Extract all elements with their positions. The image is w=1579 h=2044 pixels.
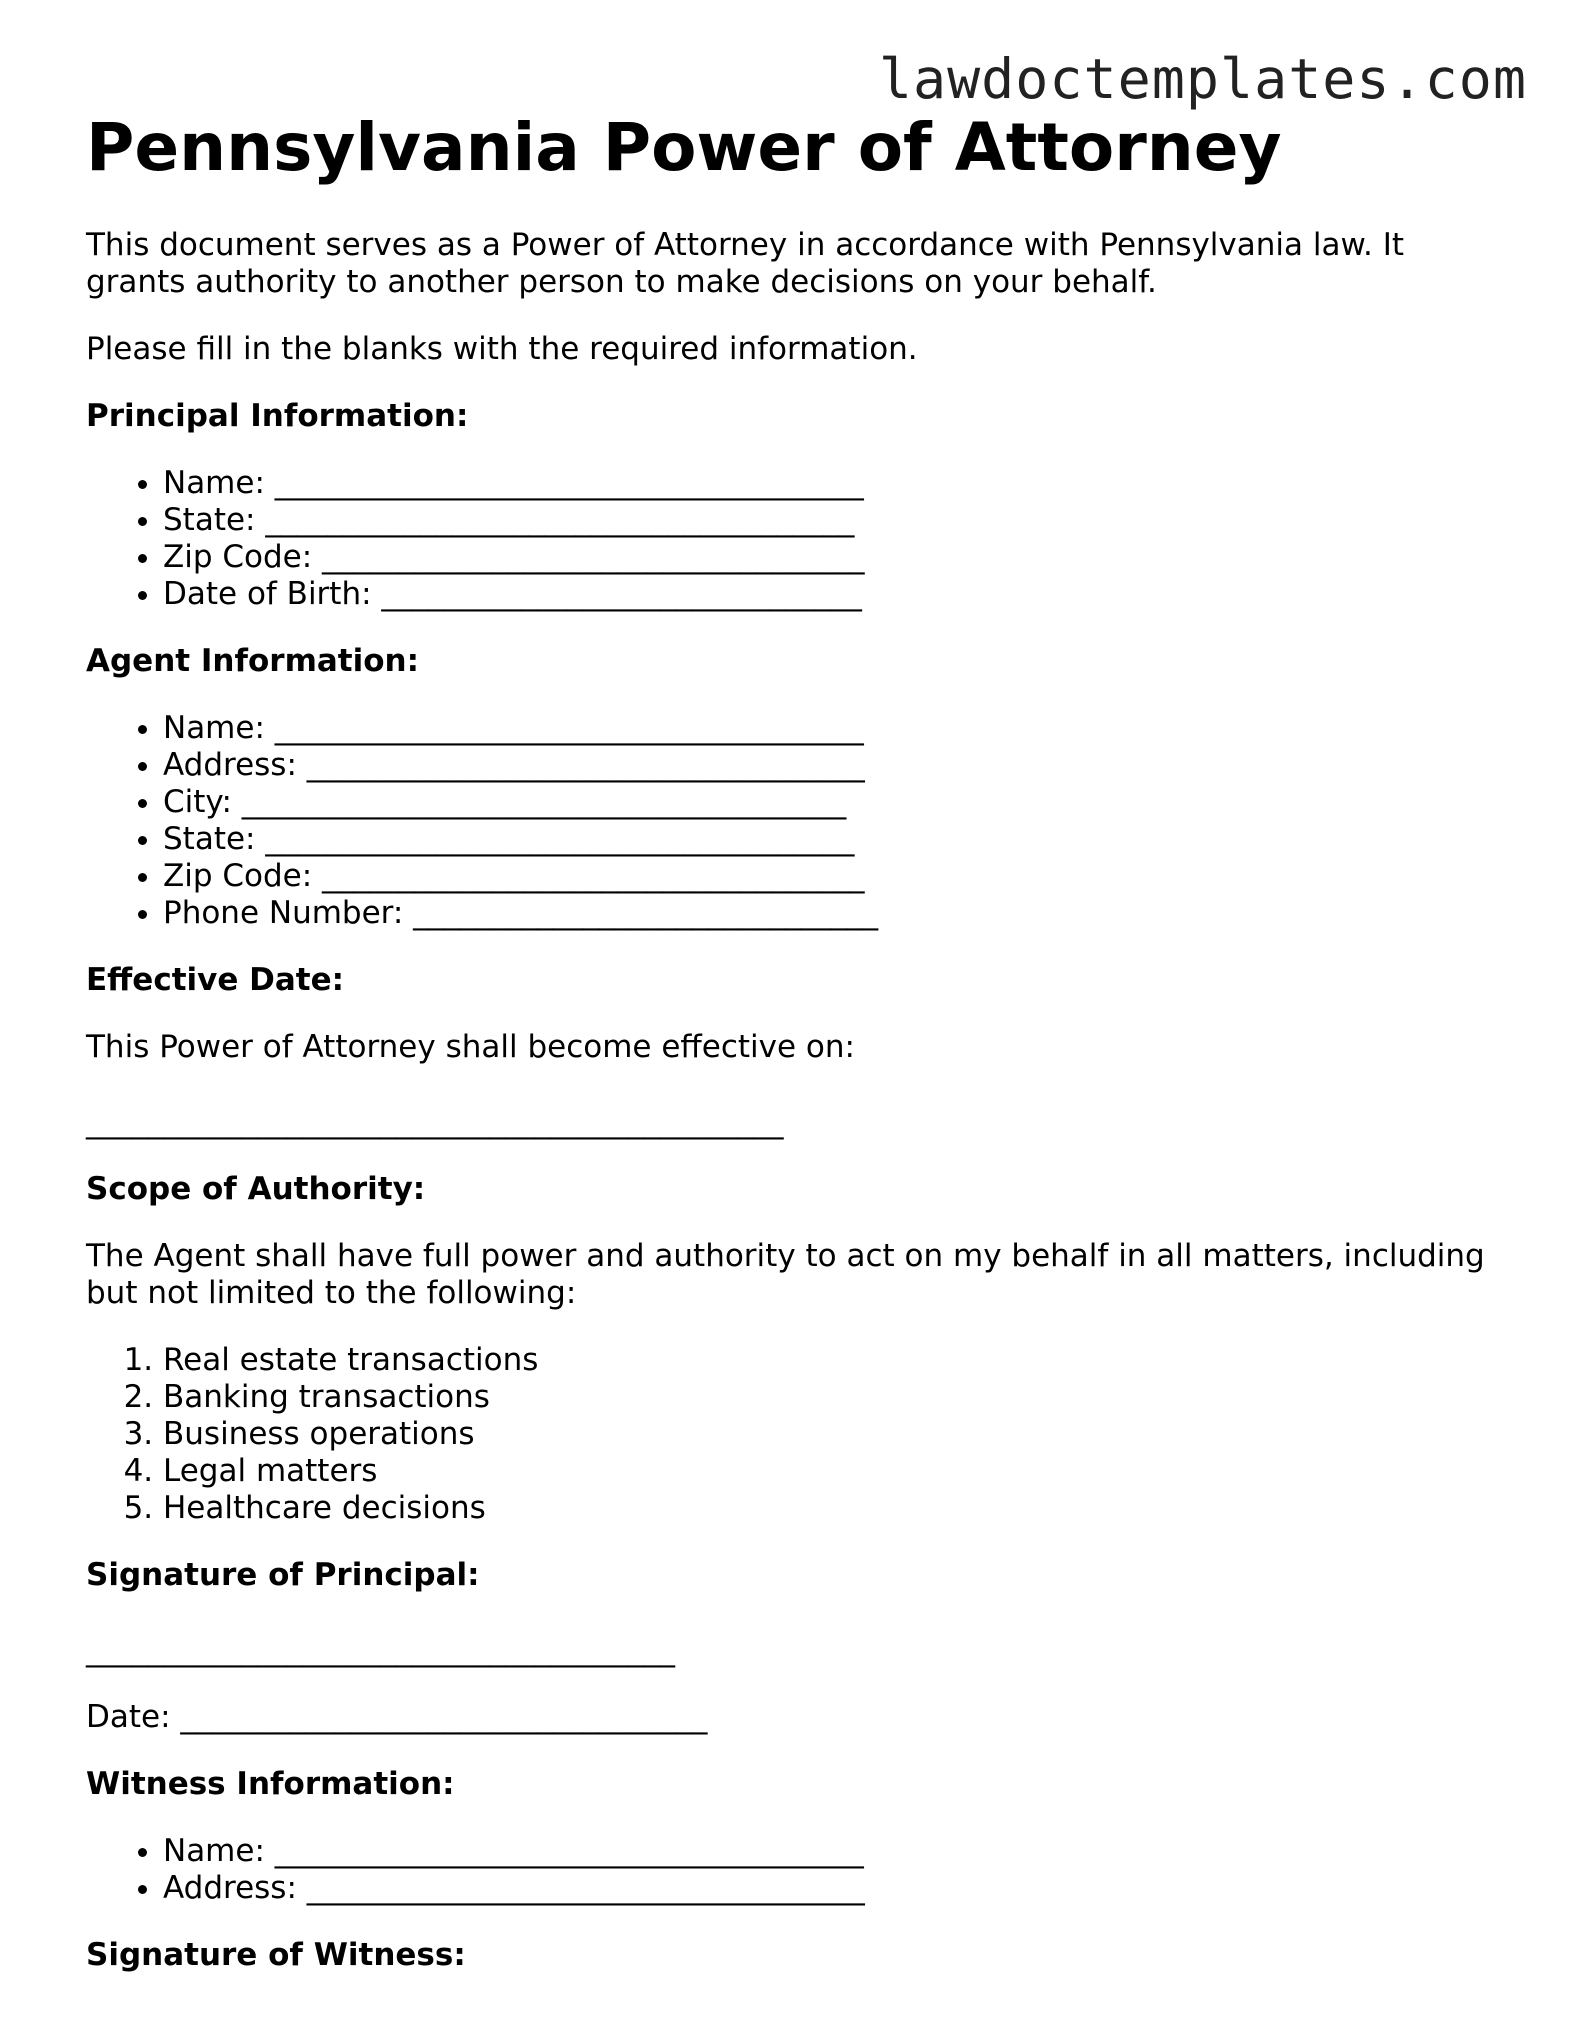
principal-signature-heading: Signature of Principal: [86,1557,480,1594]
scope-heading: Scope of Authority: [86,1171,426,1208]
agent-heading: Agent Information: [86,643,419,680]
site-watermark: lawdoctemplates.com [878,47,1527,111]
effective-date-heading: Effective Date: [86,962,345,999]
scope-item: 1. Real estate transactions [163,1342,1506,1379]
principal-state-field[interactable]: • State: ______________________________________ [163,502,1506,539]
agent-phone-field[interactable]: • Phone Number: ______________________________ [163,895,1506,932]
agent-fields-list [86,710,1506,932]
witness-heading: Witness Information: [86,1766,455,1803]
scope-item: 4. Legal matters [163,1453,1506,1490]
scope-item: 3. Business operations [163,1416,1506,1453]
principal-dob-field[interactable]: • Date of Birth: _______________________________ [163,576,1506,613]
scope-item: 2. Banking transactions [163,1379,1506,1416]
agent-name-field[interactable]: • Name: ______________________________________ [163,710,1506,747]
scope-text: The Agent shall have full power and authority to act on my behalf in all matters, including but not limited to the following: [86,1238,1485,1312]
agent-address-field[interactable]: • Address: ____________________________________ [163,747,1506,784]
principal-fields-list [86,465,1506,613]
principal-heading: Principal Information: [86,398,469,435]
agent-state-field[interactable]: • State: ______________________________________ [163,821,1506,858]
witness-fields-list [86,1833,1506,1907]
principal-signature-line[interactable]: ______________________________________ [86,1632,675,1669]
witness-name-field[interactable]: • Name: ______________________________________ [163,1833,1506,1870]
scope-item: 5. Healthcare decisions [163,1490,1506,1527]
agent-city-field[interactable]: • City: _______________________________________ [163,784,1506,821]
scope-list [86,1342,1506,1527]
intro-paragraph: This document serves as a Power of Attorney in accordance with Pennsylvania law. It grants authority to another person to make decisions on your behalf. [86,227,1404,301]
effective-date-text: This Power of Attorney shall become effective on: [86,1029,855,1066]
document-title: Pennsylvania Power of Attorney [86,109,1282,186]
document-page [86,108,1506,2004]
principal-zip-field[interactable]: • Zip Code: ___________________________________ [163,539,1506,576]
witness-signature-heading: Signature of Witness: [86,1937,466,1974]
agent-zip-field[interactable]: • Zip Code: ___________________________________ [163,858,1506,895]
instruction-paragraph: Please fill in the blanks with the required information. [86,331,918,368]
principal-name-field[interactable]: • Name: ______________________________________ [163,465,1506,502]
witness-address-field[interactable]: • Address: ____________________________________ [163,1870,1506,1907]
principal-signature-date-field[interactable]: Date: __________________________________ [86,1699,708,1736]
effective-date-blank[interactable]: _____________________________________________ [86,1104,784,1141]
